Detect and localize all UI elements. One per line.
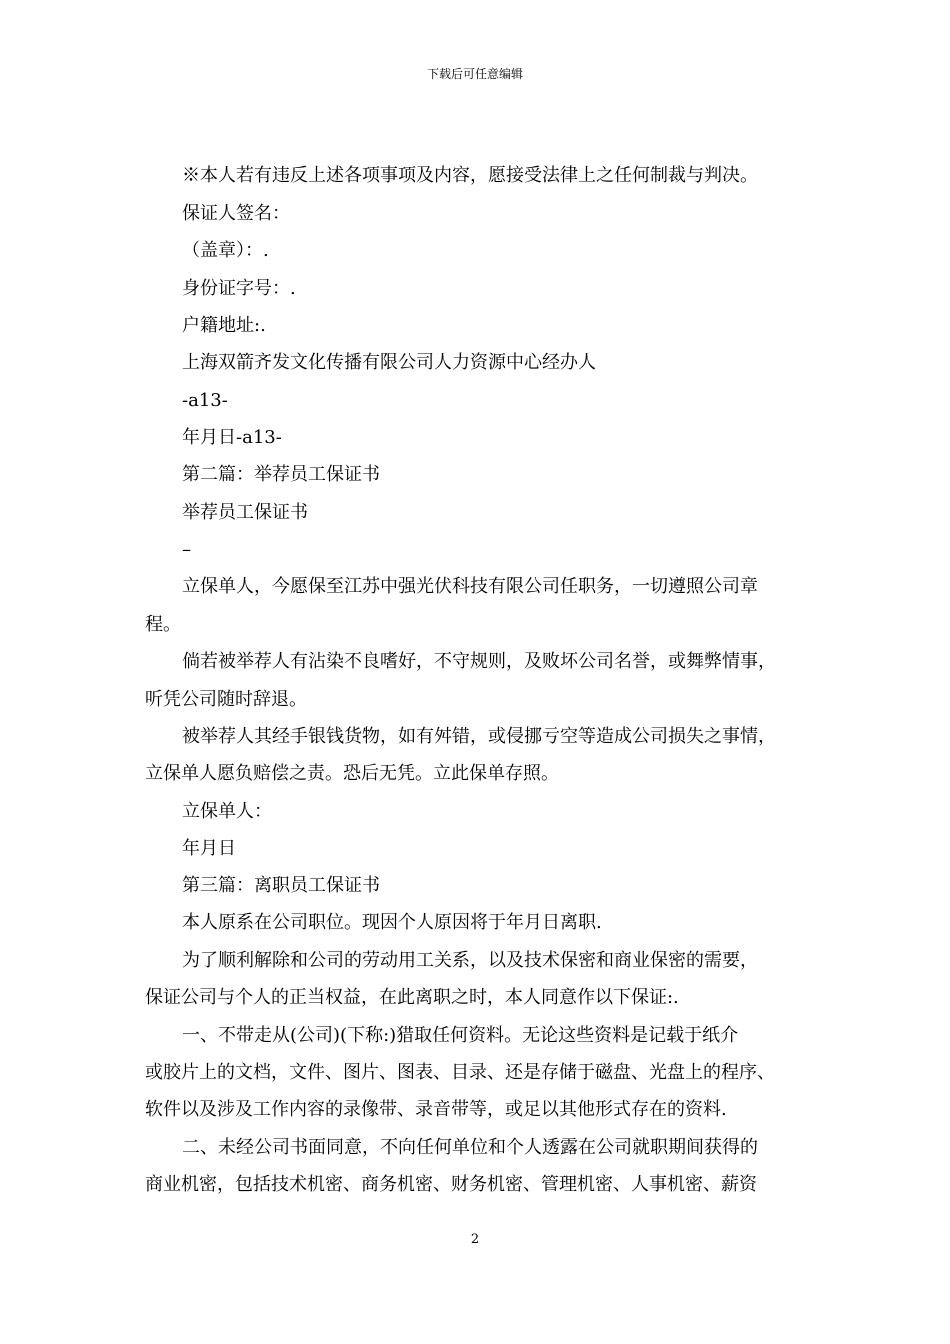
text-line: 年月日 [182, 838, 236, 859]
text-line: 保证人签名： [182, 203, 290, 224]
text-line: 立保单人愿负赔偿之责。恐后无凭。立此保单存照。 [145, 763, 559, 784]
text-line: 二、未经公司书面同意，不向任何单位和个人透露在公司就职期间获得的 [182, 1137, 758, 1158]
text-line: 被举荐人其经手银钱货物，如有舛错，或侵挪亏空等造成公司损失之事情， [182, 726, 776, 747]
text-line: – [182, 539, 191, 560]
section-heading: 第三篇：离职员工保证书 [182, 875, 380, 896]
text-line: 保证公司与个人的正当权益，在此离职之时，本人同意作以下保证:. [145, 987, 679, 1008]
text-line: 户籍地址:. [182, 315, 266, 336]
text-line: 身份证字号：. [182, 278, 296, 299]
text-line: ※本人若有违反上述各项事项及内容，愿接受法律上之任何制裁与判决。 [182, 165, 758, 186]
text-line: 商业机密，包括技术机密、商务机密、财务机密、管理机密、人事机密、薪资 [145, 1174, 757, 1195]
page-number: 2 [470, 1232, 480, 1247]
text-line: 程。 [145, 614, 181, 635]
text-line: 年月日-a13- [182, 427, 282, 448]
section-title: 举荐员工保证书 [182, 502, 308, 523]
text-line: 立保单人，今愿保至江苏中强光伏科技有限公司任职务，一切遵照公司章 [182, 576, 758, 597]
text-line: 或胶片上的文档，文件、图片、图表、目录、还是存储于磁盘、光盘上的程序、 [145, 1062, 775, 1083]
text-line: 本人原系在公司职位。现因个人原因将于年月日离职. [182, 912, 602, 933]
text-line: （盖章）：. [182, 240, 269, 261]
text-line: 上海双箭齐发文化传播有限公司人力资源中心经办人 [182, 352, 596, 373]
text-line: 为了顺利解除和公司的劳动用工关系，以及技术保密和商业保密的需要， [182, 950, 758, 971]
text-line: 软件以及涉及工作内容的录像带、录音带等，或足以其他形式存在的资料. [145, 1099, 727, 1120]
text-line: 听凭公司随时辞退。 [145, 689, 307, 710]
section-heading: 第二篇：举荐员工保证书 [182, 464, 380, 485]
text-line: -a13- [182, 390, 228, 411]
page-header: 下载后可任意编辑 [426, 67, 523, 81]
text-line: 倘若被举荐人有沾染不良嗜好，不守规则，及败坏公司名誉，或舞弊情事， [182, 651, 776, 672]
text-line: 立保单人： [182, 801, 272, 822]
text-line: 一、不带走从(公司)(下称:)猎取任何资料。无论这些资料是记载于纸介 [182, 1025, 739, 1046]
